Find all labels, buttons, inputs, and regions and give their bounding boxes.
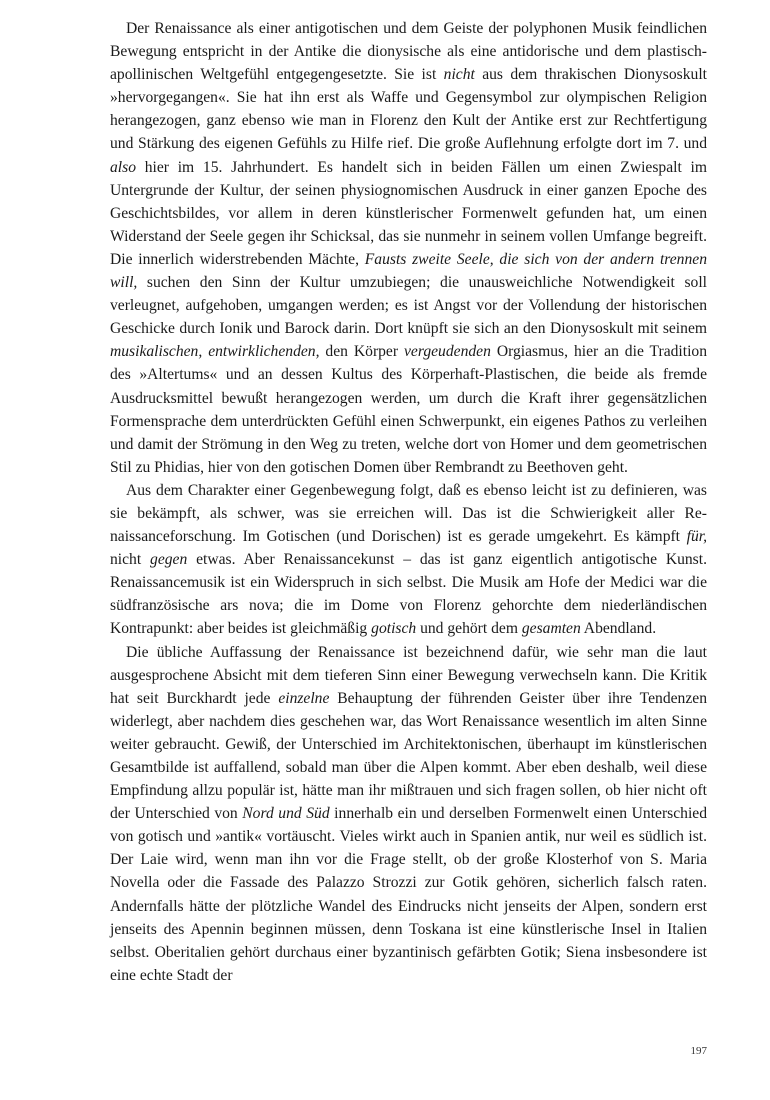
italic-text: gegen [150,551,188,569]
text-run: den Körper [319,343,404,361]
italic-text: also [110,158,136,176]
text-run: nicht [110,551,151,569]
paragraph [110,641,707,987]
italic-text: einzelne [278,689,330,707]
italic-text: nicht [443,66,475,84]
italic-text: Fausts zweite Seele, die sich von der andern trennen will, [110,250,707,292]
text-run: und gehört dem [416,620,522,638]
text-run: Orgiasmus, hier an die Tradition des »Altertums« und an dessen Kultus des Körperhaft-Plastischen, die beide als fremde Ausdrucksmittel bewußt herangezogen werden, um durch die Kraft ihrer gegensätzlichen Formensprache dem unterdrückten Gefühl einen Schwerpunkt, ein eigenes Pathos zu verleihen und damit der Strömung in den Weg zu treten, welche dort von Homer und dem geometrischen Stil zu Phidias, hier von den gotischen Domen über Rembrandt zu Beethoven geht. [110,343,708,476]
text-run: Aus dem Charakter einer Gegenbewegung folgt, daß es ebenso leicht ist zu definieren, was sie bekämpft, als schwer, was sie erreichen will. Das ist die Schwierigkeit aller Renaissanceforschung. Im Gotischen (und Dorischen) ist es gerade umgekehrt. Es kämpft [110,481,707,546]
italic-text: gesamten [521,620,581,638]
book-page [110,17,707,987]
text-run: Behauptung der führenden Geister über ihre Tendenzen widerlegt, aber nachdem dies geschehen war, das Wort Renaissance wesentlich im alten Sinne weiter gebraucht. Gewiß, der Unterschied im Architektonischen, überhaupt im künstlerischen Gesamtbilde ist auffallend, sobald man über die Alpen kommt. Aber eben deshalb, weil diese Empfindung allzu populär ist, hätte man ihr mißtrauen und sich fragen sollen, ob hier nicht oft der Unterschied von [110,689,707,823]
text-run: aus dem thrakischen Dionysoskult »hervorgegangen«. Sie hat ihn erst als Waffe und Gegensymbol zur olympischen Religion herangezogen, ganz ebenso wie man in Florenz den Kult der Antike erst zur Rechtfertigung und Stärkung des eigenen Gefühls zu Hilfe rief. Die große Auflehnung erfolgte dort im 7. und [110,66,707,153]
paragraph [110,479,707,641]
paragraph [110,17,707,479]
text-run: Der Renaissance als einer antigotischen und dem Geiste der polyphonen Musik feindlichen Bewegung entspricht in der Antike die dionysische als eine antidorische und dem plastisch-apollinischen Weltgefühl entgegengesetzte. Sie ist [110,20,707,84]
text-run: Die übliche Auffassung der Renaissance ist bezeichnend dafür, wie sehr man die laut ausgesprochene Absicht mit dem tieferen Sinn einer Bewegung verwechseln kann. Die Kritik hat seit Burckhardt jede [110,643,707,707]
italic-text: gotisch [371,620,417,638]
text-run: hier im 15. Jahrhundert. Es handelt sich in beiden Fällen um einen Zwiespalt im Untergrunde der Kultur, der seinen physiognomischen Ausdruck in einer ganzen Epoche des Geschichtsbildes, vor allem in deren künstlerischer Formenwelt gefunden hat, um einen Widerstand der Seele gegen ihr Schicksal, das sie nunmehr in seinem vollen Umfange begreift. Die innerlich widerstrebenden Mächte, [110,158,707,268]
italic-text: Nord und Süd [242,805,330,823]
italic-text: für, [686,528,707,546]
text-run: Abendland. [580,620,657,638]
text-run: innerhalb ein und derselben Formenwelt einen Unterschied von gotisch und »antik« vortäuscht. Vieles wirkt auch in Spanien antik, nur weil es südlich ist. Der Laie wird, wenn man ihn vor die Frage stellt, ob der große Klosterhof von S. Maria Novella oder die Fassade des Palazzo Strozzi zur Gotik gehören, sicherlich falsch raten. Andernfalls hätte der plötzliche Wandel des Eindrucks nicht jenseits der Alpen, sondern erst jenseits des Apennin beginnen müssen, denn Toskana ist eine künstlerische Insel in Italien selbst. Oberitalien gehört durchaus einer byzantinisch gefärbten Gotik; Siena insbesondere ist eine echte Stadt der [110,805,707,984]
italic-text: vergeudenden [404,343,491,361]
italic-text: musikalischen, entwirklichenden, [110,343,320,361]
page-number: 197 [690,1045,707,1057]
text-run: etwas. Aber Renaissancekunst – das ist ganz eigentlich antigotische Kunst. Renaissancemusik ist ein Widerspruch in sich selbst. Die Musik am Hofe der Medici war die südfranzösische ars nova; die im Dome von Florenz gehorchte dem niederländischen Kontrapunkt: aber beides ist gleichmäßig [110,551,707,638]
text-run: suchen den Sinn der Kultur umzubiegen; die unausweichliche Notwendigkeit soll verleugnet, aufgehoben, umgangen werden; es ist Angst vor der Vollendung der historischen Geschicke durch Ionik und Barock darin. Dort knüpft sie sich an den Dionysoskult mit seinem [110,274,707,338]
